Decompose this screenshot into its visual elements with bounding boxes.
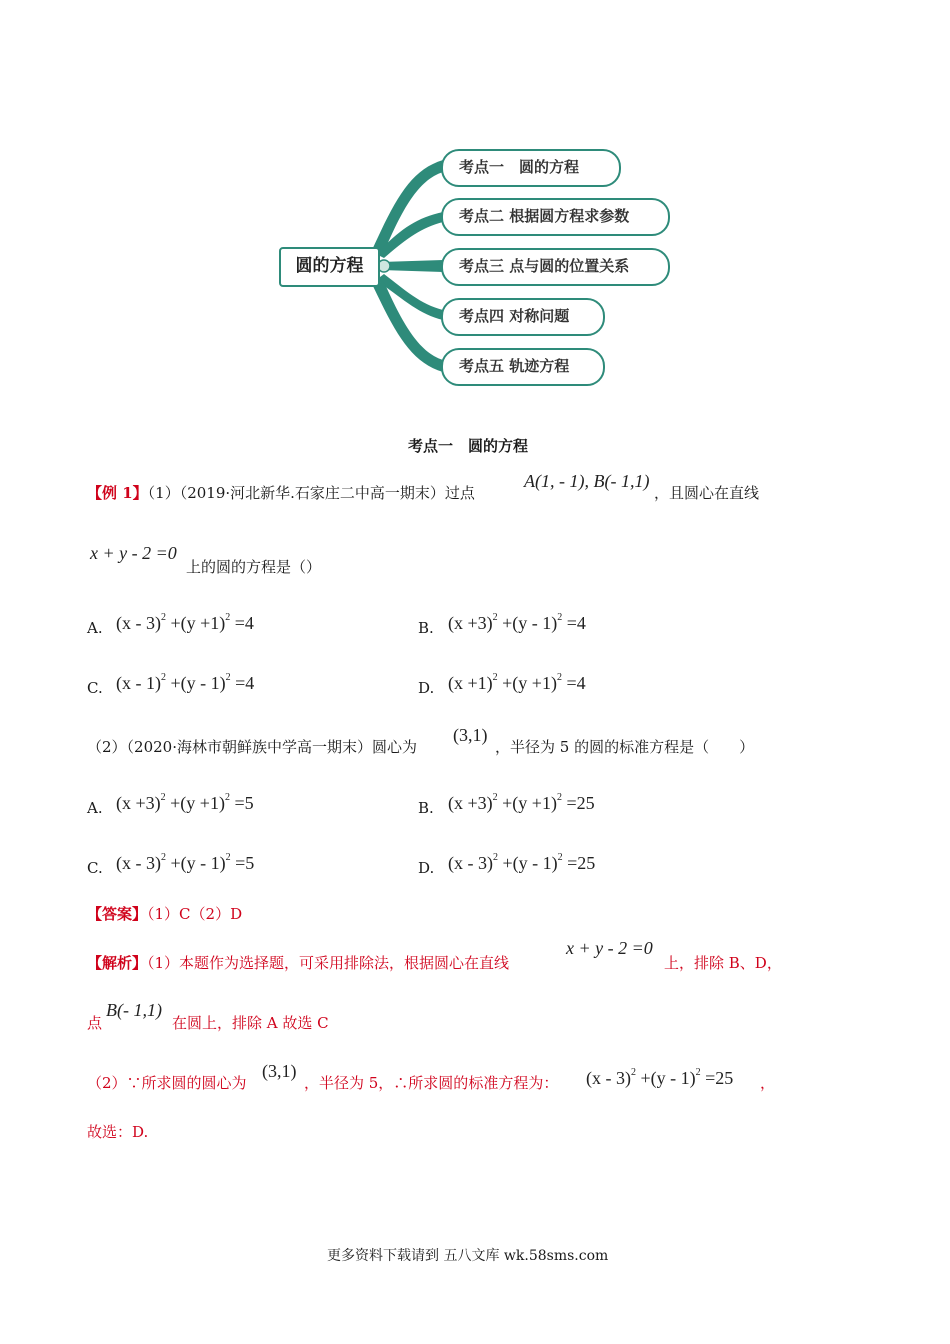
p2-option-c-eq: (x - 3)$^2$ +(y - 1)$^2$ =5 (116, 852, 255, 873)
analysis-line2-b: 在圆上，排除 A 故选 C (172, 1014, 329, 1032)
mindmap-branch-5: 考点五 轨迹方程 (441, 348, 605, 386)
analysis-line1-a: 【解析】（1）本题作为选择题，可采用排除法，根据圆心在直线 (87, 954, 510, 972)
p1-option-c-label: C. (87, 679, 103, 697)
example1-part1-text-a: （1）（2019·河北新华.石家庄二中高一期末）过点 (147, 484, 475, 502)
answer-text: （1）C（2）D (147, 905, 243, 923)
analysis-line1-b: 上，排除 B、D， (664, 954, 782, 972)
p1-option-b-eq: $(x +3)^2 +(y - 1)^2 =4$ (448, 612, 586, 633)
p2-option-d-eq: (x - 3)$^2$ +(y - 1)$^2$ =25 (448, 852, 596, 873)
example1-part2-text-a: （2）（2020·海林市朝鲜族中学高一期末）圆心为 (87, 738, 417, 756)
p2-option-a-label: A. (87, 799, 103, 817)
analysis-line3-a: （2）∵所求圆的圆心为 (87, 1074, 247, 1092)
p1-option-a-eq: $(x - 3)^2 +(y +1)^2 =4$ (116, 612, 254, 633)
analysis-line2-math: B(- 1,1) (106, 1000, 162, 1020)
mindmap-branch-3: 考点三 点与圆的位置关系 (441, 248, 670, 286)
example1-part1-text-b: ，且圆心在直线 (654, 484, 760, 502)
p2-option-d-label: D. (418, 859, 435, 877)
example1-tag: 【例 1】 (87, 484, 148, 502)
example1-line1 (87, 483, 475, 503)
answer-tag: 【答案】 (87, 905, 148, 923)
analysis-line3-eq: (x - 3)$^2$ +(y - 1)$^2$ =25 (586, 1067, 734, 1088)
mindmap-branch-4: 考点四 对称问题 (441, 298, 605, 336)
section-title: 考点一 圆的方程 (408, 437, 529, 455)
p2-option-c-label: C. (87, 859, 103, 877)
analysis-line3-b: ，半径为 5，∴所求圆的标准方程为： (304, 1074, 559, 1092)
example1-part2-text-b: ，半径为 5 的圆的标准方程是（ ） (495, 738, 755, 756)
p1-option-c-eq: (x - 1)$^2$ +(y - 1)$^2$ =4 (116, 672, 255, 693)
p1-option-d-label: D. (418, 679, 435, 697)
answer-line (87, 904, 242, 924)
p2-option-b-eq: $(x +3)^2 +(y +1)^2 =25$ (448, 792, 595, 813)
p2-option-b-label: B. (418, 799, 434, 817)
example1-part1-text-c: 上的圆的方程是（） (186, 558, 322, 576)
analysis-line4: 故选：D. (87, 1123, 149, 1141)
analysis-line1-math: x + y - 2 =0 (566, 938, 653, 958)
mindmap-branch-1: 考点一 圆的方程 (441, 149, 621, 187)
example1-line-math: x + y - 2 =0 (90, 543, 177, 563)
example1-part2-center: (3,1) (453, 725, 488, 745)
p2-option-a-eq: $(x +3)^2 +(y +1)^2 =5$ (116, 792, 254, 813)
analysis-tag: 【解析】 (87, 954, 148, 972)
analysis-line2-a: 点 (87, 1014, 103, 1032)
analysis-line3-center: (3,1) (262, 1061, 297, 1081)
analysis-line3-c: ， (760, 1074, 776, 1092)
mindmap-branch-2: 考点二 根据圆方程求参数 (441, 198, 670, 236)
p1-option-a-label: A. (87, 619, 103, 637)
p1-option-b-label: B. (418, 619, 434, 637)
p1-option-d-eq: $(x +1)^2 +(y +1)^2 =4$ (448, 672, 586, 693)
mindmap-root: 圆的方程 (279, 247, 380, 287)
example1-points-math: A(1, - 1), B(- 1,1) (524, 471, 650, 491)
footer-link[interactable]: 更多资料下载请到 五八文库 wk.58sms.com (327, 1248, 609, 1264)
